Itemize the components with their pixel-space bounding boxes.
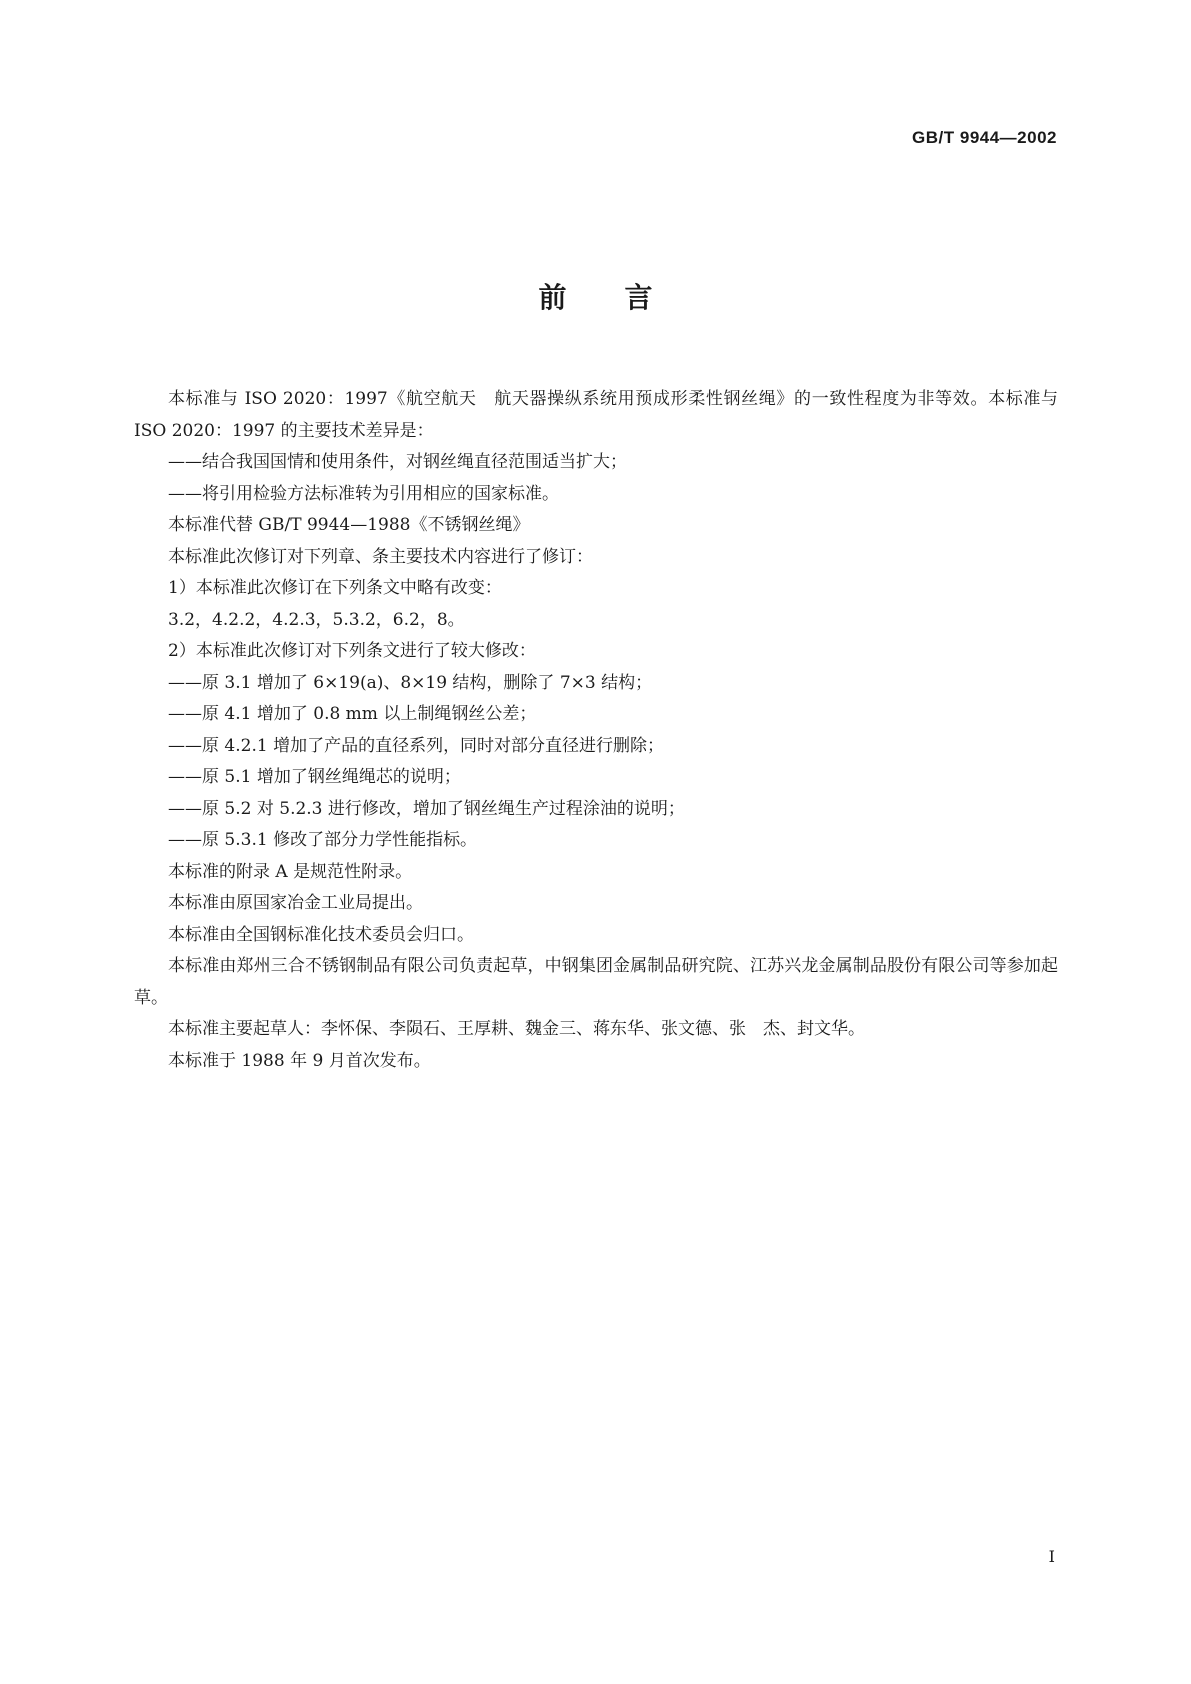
paragraph: 本标准的附录 A 是规范性附录。 [168,861,413,882]
paragraph: ——原 4.2.1 增加了产品的直径系列，同时对部分直径进行删除； [168,735,665,756]
paragraph: 本标准由全国钢标准化技术委员会归口。 [168,924,474,945]
paragraph: 本标准此次修订对下列章、条主要技术内容进行了修订： [168,546,593,567]
paragraph: ——将引用检验方法标准转为引用相应的国家标准。 [168,483,559,504]
paragraph: ——原 5.3.1 修改了部分力学性能指标。 [168,830,478,850]
paragraph: 本标准主要起草人：李怀保、李陨石、王厚耕、魏金三、蒋东华、张文德、张 杰、封文华。 [168,1019,865,1039]
paragraph: 3.2，4.2.2，4.2.3，5.3.2，6.2，8。 [168,609,465,630]
paragraph: ——原 5.1 增加了钢丝绳绳芯的说明； [168,767,461,787]
page-title: 前言 [538,281,711,314]
paragraph: 2）本标准此次修订对下列条文进行了较大修改： [168,641,536,661]
paragraph: 本标准于 1988 年 9 月首次发布。 [168,1050,431,1071]
paragraph: ——原 4.1 增加了 0.8 mm 以上制绳钢丝公差； [168,704,537,724]
paragraph: ——原 5.2 对 5.2.3 进行修改，增加了钢丝绳生产过程涂油的说明； [168,798,685,819]
paragraph: 本标准由原国家冶金工业局提出。 [168,893,423,913]
standard-code: GB/T 9944—2002 [912,128,1057,147]
paragraph: 本标准代替 GB/T 9944—1988《不锈钢丝绳》 [168,515,530,535]
paragraph: 1）本标准此次修订在下列条文中略有改变： [168,578,502,598]
foreword-body [134,384,1058,1077]
paragraph: ——原 3.1 增加了 6×19(a)、8×19 结构，删除了 7×3 结构； [168,672,653,693]
paragraph: ——结合我国国情和使用条件，对钢丝绳直径范围适当扩大； [168,452,627,472]
page-number: I [1048,1547,1055,1566]
paragraph: 本标准由郑州三合不锈钢制品有限公司负责起草，中钢集团金属制品研究院、江苏兴龙金属制品股份有限公司等参加起草。 [134,956,1058,1008]
paragraph: 本标准与 ISO 2020：1997《航空航天 航天器操纵系统用预成形柔性钢丝绳》的一致性程度为非等效。本标准与 ISO 2020：1997 的主要技术差异是： [134,389,1058,441]
